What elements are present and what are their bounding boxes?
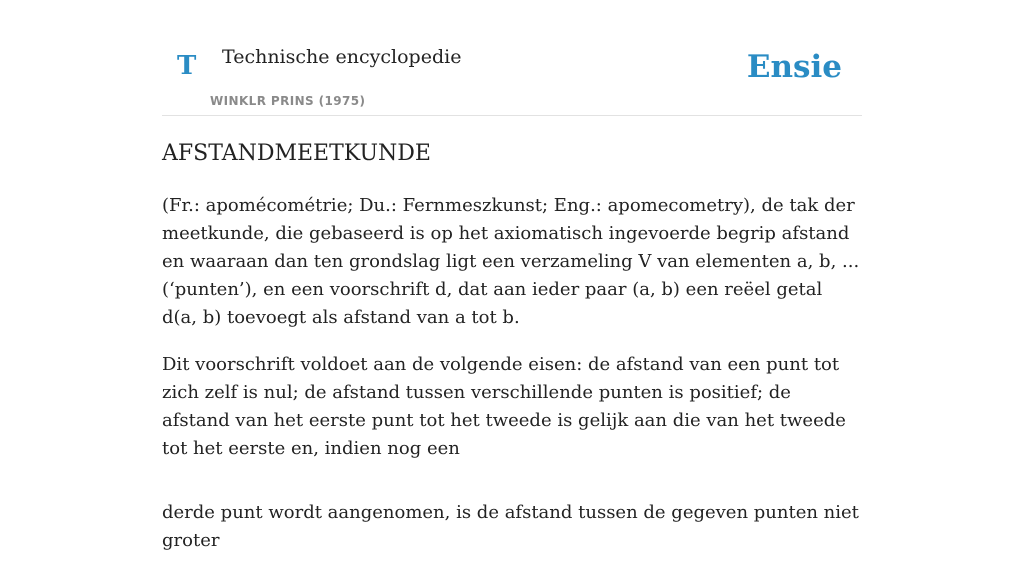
brand-logo[interactable]: Ensie — [746, 49, 842, 85]
paragraph: (Fr.: apomécométrie; Du.: Fernmeszkunst; Eng.: apomecometry), de tak der meetkunde, die gebaseerd is op het axiomatisch ingevoerde begrip afstand en waaraan dan ten grondslag ligt een verzameling V van elementen a, b, ... (‘punten’), en een voorschrift d, dat aan ieder paar (a, b) een reëel getal d(a, b) toevoegt als afstand van a tot b. — [162, 195, 860, 328]
paragraph: Dit voorschrift voldoet aan de volgende eisen: de afstand van een punt tot zich zelf is nul; de afstand tussen verschillende punten is positief; de afstand van het eerste punt tot het tweede is gelijk aan die van het tweede tot het eerste en, indien nog een — [162, 354, 846, 459]
entry-title: AFSTANDMEETKUNDE — [162, 141, 431, 166]
paragraph: derde punt wordt aangenomen, is de afstand tussen de gegeven punten niet groter — [162, 502, 859, 551]
page — [162, 0, 862, 551]
site-title[interactable]: Technische encyclopedie — [222, 46, 462, 68]
header — [162, 0, 862, 116]
source-logo-icon: T — [177, 51, 197, 81]
source-label: WINKLR PRINS (1975) — [210, 94, 366, 108]
entry-body — [162, 192, 862, 574]
